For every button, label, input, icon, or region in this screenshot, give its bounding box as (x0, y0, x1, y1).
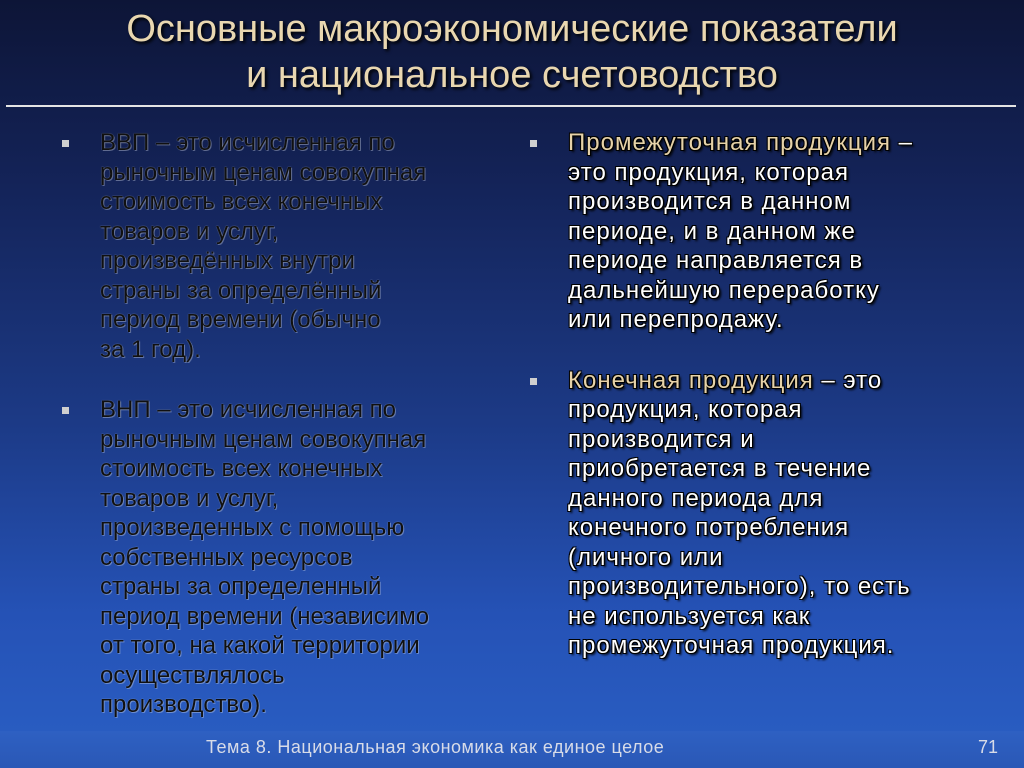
term-intermediate-product: Промежуточная продукция (568, 129, 891, 156)
text-line: (личного или (568, 543, 724, 571)
text-line: стоимость всех конечных (100, 455, 383, 482)
final-product-text (568, 366, 1000, 661)
text-line: рыночным ценам совокупная (100, 425, 427, 453)
text-line: производится и (568, 425, 755, 453)
text-line: период времени (независимо (100, 602, 430, 630)
text-line: ВНП – это исчисленная по (100, 396, 396, 423)
gnp-definition-text (100, 395, 502, 720)
text-line: конечного потребления (568, 514, 850, 541)
text-line: за 1 год). (100, 335, 201, 363)
text-line: произведенных с помощью (100, 514, 405, 541)
gdp-definition-item (62, 128, 502, 364)
text-line: товаров и услуг, (100, 217, 279, 245)
text-line: ВВП – это исчисленная по (100, 129, 395, 156)
text-line: дальнейшую переработку (568, 276, 880, 304)
text-line: от того, на какой территории (100, 632, 420, 659)
slide-title-line-2: и национальное счетоводство (246, 54, 778, 96)
text-line: рыночным ценам совокупная (100, 158, 427, 186)
gdp-definition-text (100, 128, 502, 364)
text-line: страны за определенный (100, 573, 382, 600)
text-line: стоимость всех конечных (100, 188, 383, 215)
left-column (62, 128, 502, 751)
slide-number: 71 (978, 737, 999, 757)
text-line: произведённых внутри (100, 247, 355, 274)
text-line: не используется как (568, 602, 811, 630)
text-line: осуществлялось (100, 661, 285, 689)
text-line: данного периода для (568, 484, 824, 512)
term-final-product: Конечная продукция (568, 366, 814, 394)
text-line: промежуточная продукция. (568, 632, 895, 659)
text-line: производится в данном (568, 188, 852, 215)
square-bullet-icon (530, 378, 537, 385)
text-line: периоде, и в данном же (568, 217, 856, 245)
intermediate-product-item (530, 128, 1000, 335)
text-line: производительного), то есть (568, 573, 911, 600)
footer-topic-text: Тема 8. Национальная экономика как единое целое (206, 737, 665, 757)
text-line: собственных ресурсов (100, 543, 353, 571)
text-line: это продукция, которая (568, 158, 849, 186)
slide-footer (0, 731, 1024, 768)
intermediate-product-text (568, 128, 1000, 335)
square-bullet-icon (62, 140, 69, 147)
text-line: товаров и услуг, (100, 484, 279, 512)
square-bullet-icon (530, 140, 537, 147)
slide-title-line-1: Основные макроэкономические показатели (126, 8, 898, 50)
title-divider (6, 105, 1016, 107)
text-line: период времени (обычно (100, 306, 381, 333)
square-bullet-icon (62, 407, 69, 414)
final-product-item (530, 366, 1000, 661)
text-line: страны за определённый (100, 276, 382, 304)
term-dash: – (890, 129, 913, 156)
text-line: приобретается в течение (568, 455, 872, 482)
gnp-definition-item (62, 395, 502, 720)
text-line: или перепродажу. (568, 306, 784, 333)
term-dash: – это (813, 366, 883, 394)
slide-title (20, 6, 1004, 98)
text-line: продукция, которая (568, 396, 803, 423)
right-column (530, 128, 1000, 692)
text-line: периоде направляется в (568, 247, 864, 274)
text-line: производство). (100, 691, 267, 718)
